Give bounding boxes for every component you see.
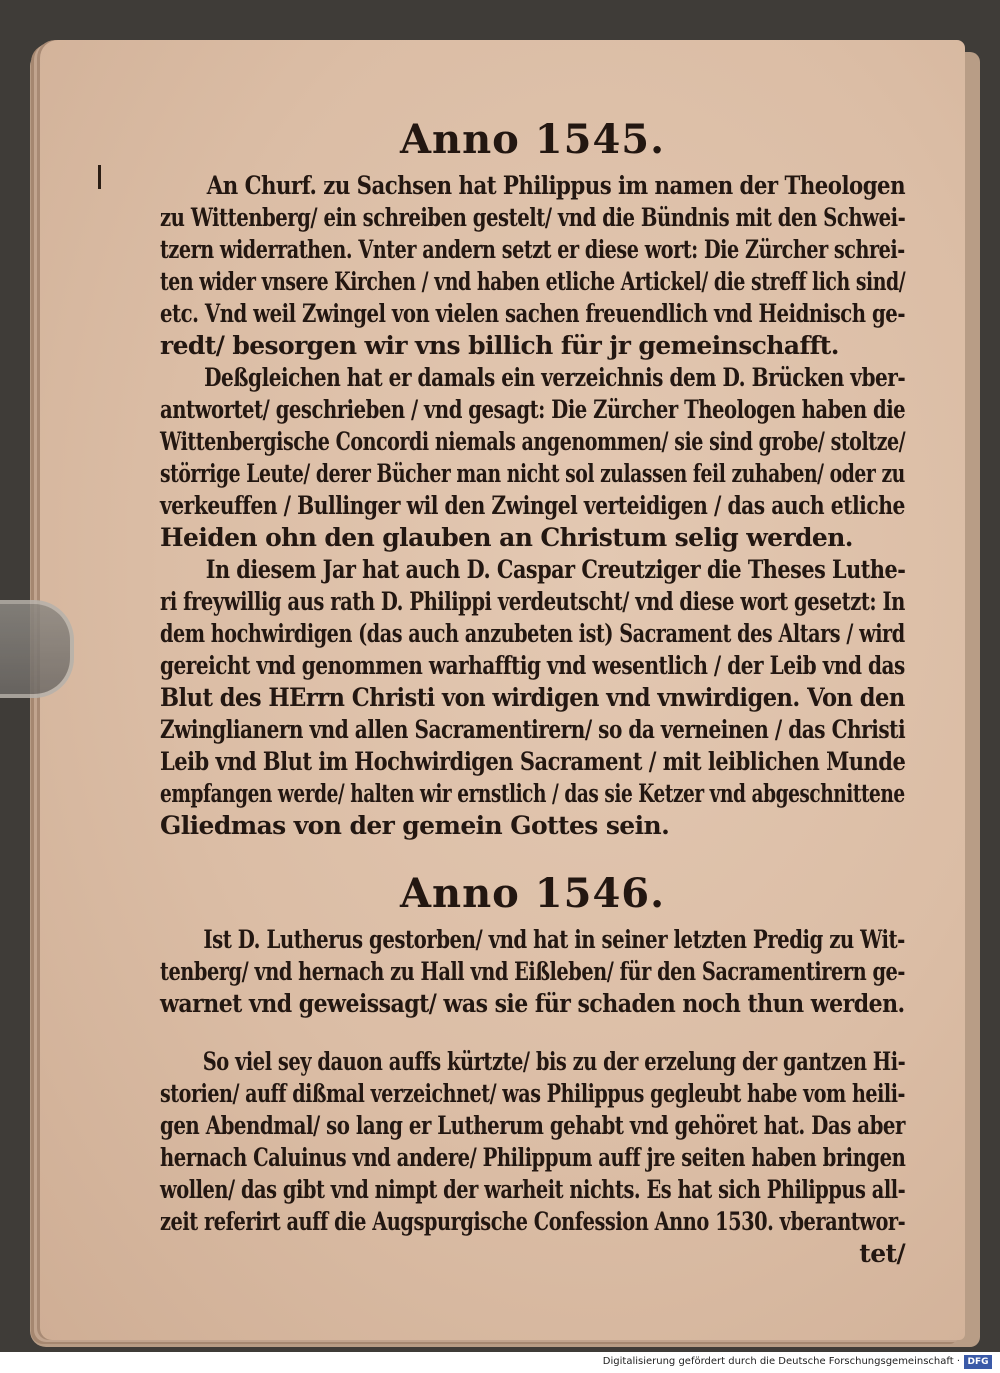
text-line: gereicht vnd genommen warhafftig vnd wesentlich / der Leib vnd das [160,651,905,680]
margin-mark [98,165,101,189]
section-heading: Anno 1545. [399,116,666,163]
text-line: tzern widerrathen. Vnter andern setzt er diese wort: Die Zürcher schrei- [160,235,905,264]
text-line: störrige Leute/ derer Bücher man nicht sol zulassen feil zuhaben/ oder zu [160,459,905,488]
text-line: dem hochwirdigen (das auch anzubeten ist) Sacrament des Altars / wird [160,619,905,648]
footer-credit: Digitalisierung gefördert durch die Deutsche Forschungsgemeinschaft · [602,1356,960,1367]
text-line: verkeuffen / Bullinger wil den Zwingel verteidigen / das auch etliche [160,491,905,520]
text-line: tenberg/ vnd hernach zu Hall vnd Eißleben/ für den Sacramentirern ge- [160,957,905,986]
text-line: Heiden ohn den glauben an Christum selig werden. [160,523,853,552]
text-line: storien/ auff dißmal verzeichnet/ was Philippus gegleubt habe vom heili- [160,1079,905,1108]
text-line: zu Wittenberg/ ein schreiben gestelt/ vnd die Bündnis mit den Schwei- [160,203,906,232]
page-clip [0,600,74,698]
text-line: Wittenbergische Concordi niemals angenommen/ sie sind grobe/ stoltze/ [160,427,906,456]
text-line: tet/ [859,1239,905,1268]
text-line: antwortet/ geschrieben / vnd gesagt: Die Zürcher Theologen haben die [160,395,906,424]
text-line: In diesem Jar hat auch D. Caspar Creutziger die Theses Luthe- [205,555,906,584]
text-line: Blut des HErrn Christi von wirdigen vnd vnwirdigen. Von den [160,683,905,712]
section-heading: Anno 1546. [399,870,666,917]
text-line: wollen/ das gibt vnd nimpt der warheit nichts. Es hat sich Philippus all- [160,1175,906,1204]
text-line: ten wider vnsere Kirchen / vnd haben etliche Artickel/ die streff lich sind/ [160,267,906,296]
text-line: Deßgleichen hat er damals ein verzeichnis dem D. Brücken vber- [204,363,906,392]
text-line: hernach Caluinus vnd andere/ Philippum auff jre seiten haben bringen [160,1143,906,1172]
text-line: zeit referirt auff die Augspurgische Confession Anno 1530. vberantwor- [160,1207,906,1236]
text-line: ri freywillig aus rath D. Philippi verdeutscht/ vnd diese wort gesetzt: In [160,587,905,616]
text-line: gen Abendmal/ so lang er Lutherum gehabt vnd gehöret hat. Das aber [160,1111,905,1140]
text-line: redt/ besorgen wir vns billich für jr gemeinschafft. [160,331,839,360]
text-line: warnet vnd geweissagt/ was sie für schaden noch thun werden. [160,989,905,1018]
text-line: Leib vnd Blut im Hochwirdigen Sacrament / mit leiblichen Munde [160,747,906,776]
footer [0,1352,1000,1373]
text-line: So viel sey dauon auffs kürtzte/ bis zu der erzelung der gantzen Hi- [202,1047,906,1076]
text-block [160,110,905,1270]
text-line: empfangen werde/ halten wir ernstlich / das sie Ketzer vnd abgeschnittene [160,779,905,808]
section-spacer [160,842,905,864]
text-line: Zwinglianern vnd allen Sacramentirern/ so da verneinen / das Christi [160,715,906,744]
dfg-logo: DFG [964,1355,992,1369]
text-line: An Churf. zu Sachsen hat Philippus im namen der Theologen [206,171,906,200]
text-line: Gliedmas von der gemein Gottes sein. [160,811,670,840]
section-spacer [160,1020,905,1046]
text-line: etc. Vnd weil Zwingel von vielen sachen freuendlich vnd Heidnisch ge- [160,299,906,328]
text-line: Ist D. Lutherus gestorben/ vnd hat in seiner letzten Predig zu Wit- [203,925,905,954]
